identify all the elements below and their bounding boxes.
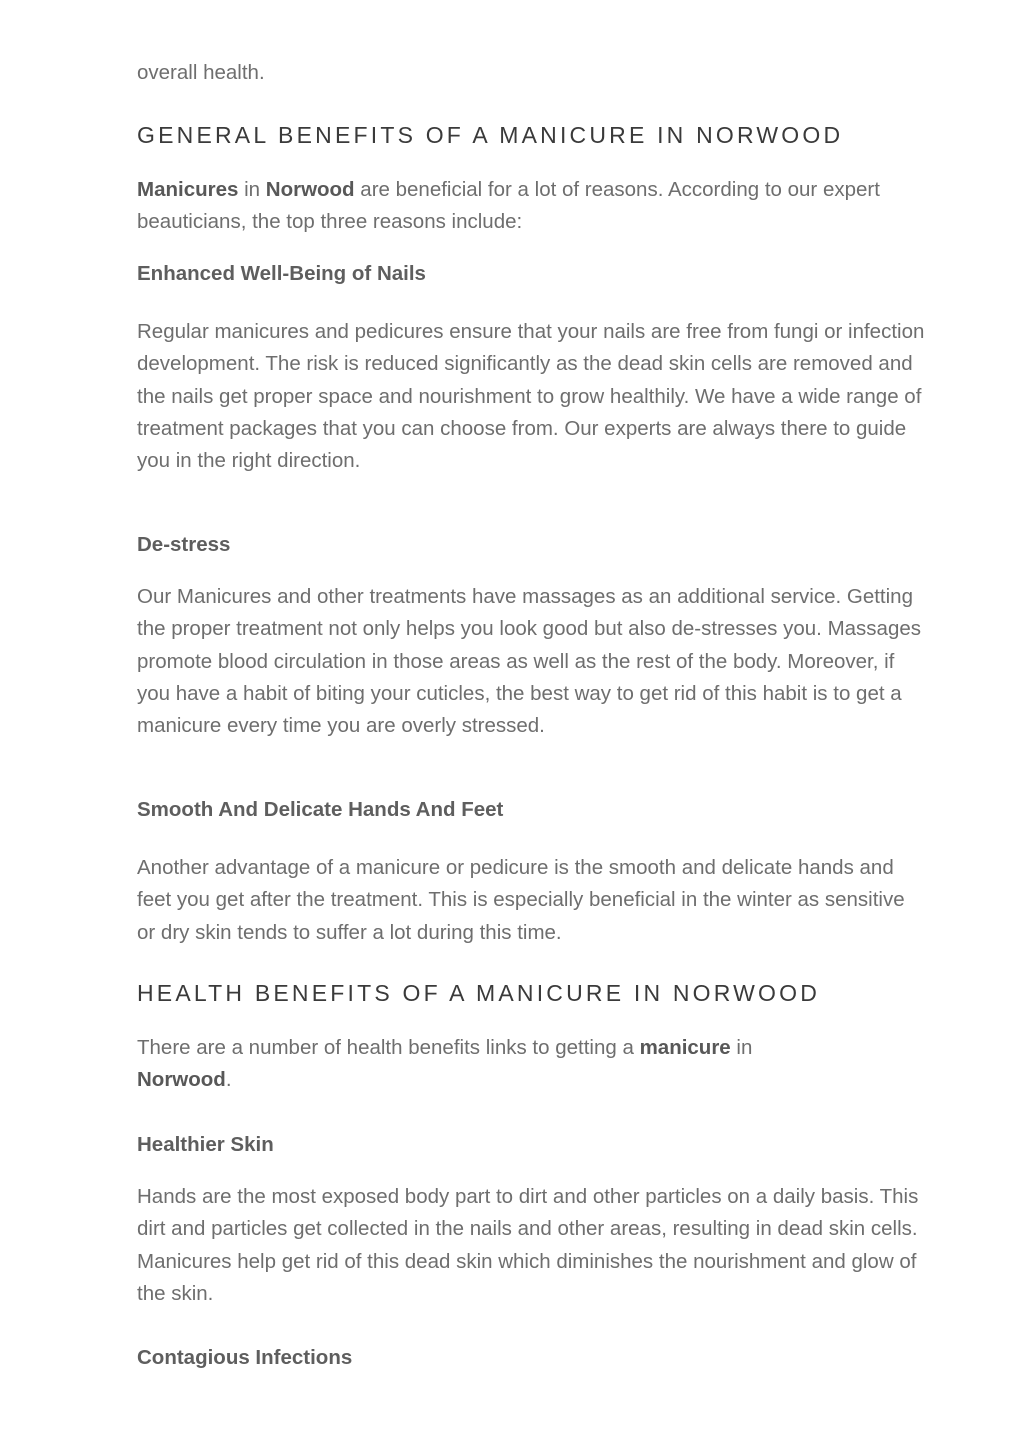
section-intro-general [137, 174, 927, 239]
subheading-de-stress: De-stress [137, 533, 231, 556]
keyword-manicure: manicure [639, 1036, 731, 1059]
subheading-contagious-infections: Contagious Infections [137, 1346, 353, 1369]
section-heading-general-benefits: GENERAL BENEFITS OF A MANICURE IN NORWOOD [137, 122, 844, 148]
keyword-norwood: Norwood [137, 1068, 226, 1092]
intro-text: . [225, 1068, 232, 1092]
intro-text: in [730, 1036, 753, 1059]
keyword-norwood: Norwood [265, 178, 355, 201]
intro-tail-text: overall health. [137, 61, 265, 84]
intro-text: There are a number of health benefits links to getting a [137, 1036, 640, 1059]
subheading-smooth-hands: Smooth And Delicate Hands And Feet [137, 798, 504, 821]
subheading-enhanced-nails: Enhanced Well-Being of Nails [137, 262, 426, 285]
paragraph-smooth-hands: Another advantage of a manicure or pedicure is the smooth and delicate hands and feet you get after the treatment. This is especially beneficial in the winter as sensitive or dry skin tends to suffer a lot during this time. [137, 856, 905, 944]
section-heading-health-benefits: HEALTH BENEFITS OF A MANICURE IN NORWOOD [137, 980, 821, 1006]
keyword-manicures: Manicures [137, 178, 239, 201]
section-intro-health [137, 1032, 752, 1097]
paragraph-enhanced-nails: Regular manicures and pedicures ensure that your nails are free from fungi or infection development. The risk is reduced significantly as the dead skin cells are removed and the nails get proper space and nourishment to grow healthily. We have a wide range of treatment packages that you can choose from. Our experts are always there to guide you in the right direction. [137, 320, 925, 473]
intro-text: are beneficial for a lot of reasons. According to our expert beauticians, the top three reasons include: [137, 178, 880, 234]
paragraph-healthier-skin: Hands are the most exposed body part to dirt and other particles on a daily basis. This dirt and particles get collected in the nails and other areas, resulting in dead skin cells. Manicures help get rid of this dead skin which diminishes the nourishment and glow of the skin. [137, 1185, 919, 1305]
subheading-healthier-skin: Healthier Skin [137, 1133, 274, 1156]
intro-text: in [238, 178, 266, 201]
paragraph-de-stress: Our Manicures and other treatments have massages as an additional service. Getting the proper treatment not only helps you look good but also de-stresses you. Massages promote blood circulation in those areas as well as the rest of the body. Moreover, if you have a habit of biting your cuticles, the best way to get rid of this habit is to get a manicure every time you are overly stressed. [137, 585, 922, 738]
